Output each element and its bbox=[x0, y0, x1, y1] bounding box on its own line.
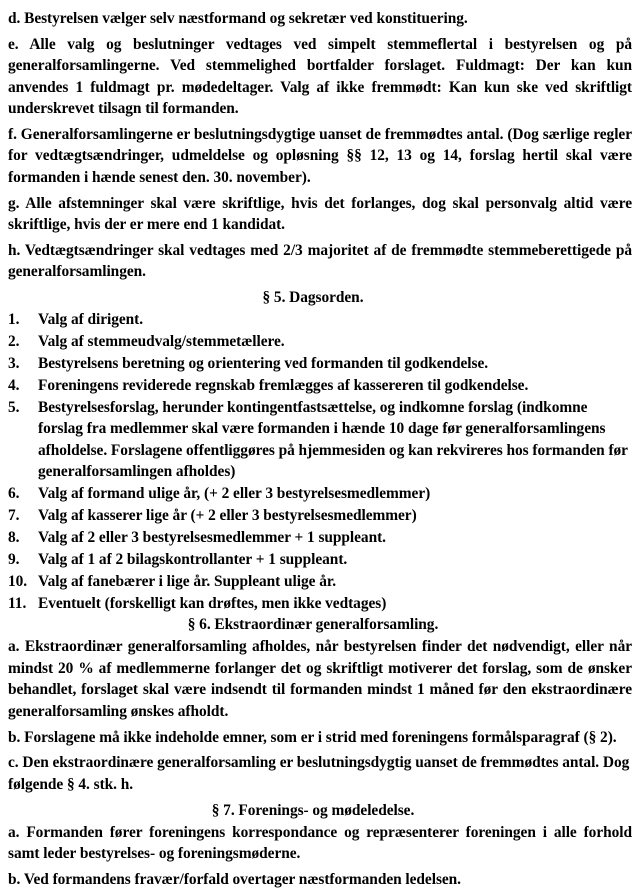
agenda-item-number: 9. bbox=[8, 550, 20, 568]
agenda-item bbox=[8, 331, 632, 352]
s6-clause-b: b. Forslagene må ikke indeholde emner, som er i strid med foreningens formålsparagraf (§ 2). bbox=[8, 728, 617, 746]
s7-clause-a: a. Formanden fører foreningens korrespondance og repræsenterer foreningen i alle forhold samt leder bestyrelses- og foreningsmøderne. bbox=[8, 823, 632, 863]
agenda-item-text: Valg af 1 af 2 bilagskontrollanter + 1 suppleant. bbox=[38, 550, 348, 568]
agenda-item-number: 4. bbox=[8, 377, 20, 394]
agenda-item-text: Eventuelt (forskelligt kan drøftes, men ikke vedtages) bbox=[38, 594, 387, 612]
s6-clause-c: c. Den ekstraordinære generalforsamling er beslutningsdygtig uanset de fremmødtes antal. Dog følgende § 4. stk. h. bbox=[8, 754, 630, 793]
agenda-item-number: 8. bbox=[8, 528, 20, 546]
agenda-item-text: Valg af kasserer lige år (+ 2 eller 3 bestyrelsesmedlemmer) bbox=[38, 506, 417, 524]
agenda-item-number: 6. bbox=[8, 485, 20, 503]
agenda-item-number: 2. bbox=[8, 333, 20, 351]
agenda-item-text: Bestyrelsens beretning og orientering ved formanden til godkendelse. bbox=[38, 355, 489, 373]
agenda-item-text: Foreningens reviderede regnskab fremlægges af kassereren til godkendelse. bbox=[38, 377, 529, 394]
section-heading-5: § 5. Dagsorden. bbox=[262, 289, 364, 307]
s6-clause-a: a. Ekstraordinær generalforsamling afholdes, når bestyrelsen finder det nødvendigt, eller når mindst 20 % af medlemmerne forlanger det og skriftligt motiverer det forslag, som de ønsker behandlet, forslaget skal være indsendt til formanden mindst 1 måned før den ekstraordinære generalforsamling ønskes afholdt. bbox=[8, 638, 632, 720]
agenda-item-text: Valg af fanebærer i lige år. Suppleant ulige år. bbox=[38, 572, 337, 590]
agenda-item-text: Valg af 2 eller 3 bestyrelsesmedlemmer + 1 suppleant. bbox=[38, 528, 386, 546]
agenda-item-text: Valg af dirigent. bbox=[38, 311, 144, 329]
document-body bbox=[8, 8, 632, 890]
agenda-list bbox=[8, 309, 632, 614]
agenda-item bbox=[8, 375, 632, 396]
s7-clause-b: b. Ved formandens fravær/forfald overtager næstformanden ledelsen. bbox=[8, 870, 461, 888]
section-heading-7: § 7. Forenings- og mødeledelse. bbox=[211, 801, 415, 819]
clause-e: e. Alle valg og beslutninger vedtages ved simpelt stemmeflertal i bestyrelsen og på generalforsamlingerne. Ved stemmelighed bortfalder forslaget. Fuldmagt: Der kan kun anvendes 1 fuldmagt pr. mødedeltager. Valg af ikke fremmødt: Kan kun ske ved skriftligt underskrevet tilsagn til formanden. bbox=[8, 35, 632, 118]
agenda-item bbox=[8, 571, 632, 592]
agenda-item bbox=[8, 593, 632, 614]
clause-f: f. Generalforsamlingerne er beslutningsdygtige uanset de fremmødtes antal. (Dog særlige regler for vedtægtsændringer, udmeldelse og opløsning §§ 12, 13 og 14, forslag hertil skal være formanden i hænde senest den. 30. november). bbox=[8, 126, 632, 186]
agenda-item bbox=[8, 505, 632, 526]
clause-h: h. Vedtægtsændringer skal vedtages med 2/3 majoritet af de fremmødte stemmeberettigede på generalforsamlingen. bbox=[8, 242, 632, 281]
agenda-item-number: 1. bbox=[8, 311, 20, 329]
agenda-item-text: Valg af stemmeudvalg/stemmetællere. bbox=[38, 333, 285, 351]
agenda-item bbox=[8, 309, 632, 330]
agenda-item-number: 10. bbox=[8, 572, 28, 590]
agenda-item-number: 5. bbox=[8, 398, 20, 416]
agenda-item-number: 11. bbox=[8, 594, 27, 612]
agenda-item bbox=[8, 353, 632, 374]
agenda-item bbox=[8, 483, 632, 504]
section-heading-6: § 6. Ekstraordinær generalforsamling. bbox=[187, 616, 439, 634]
agenda-item-number: 7. bbox=[8, 506, 20, 524]
agenda-item-text: Bestyrelsesforslag, herunder kontingentfastsættelse, og indkomne forslag (indkomne forslag fra medlemmer skal være formanden i hænde 10 dage før generalforsamlingens afholdelse. Forslagene offentliggøres på hjemmesiden og kan rekvireres hos formanden før generalforsamlingen afholdes) bbox=[38, 398, 628, 481]
agenda-item bbox=[8, 397, 632, 483]
agenda-item bbox=[8, 549, 632, 570]
clause-d: d. Bestyrelsen vælger selv næstformand og sekretær ved konstituering. bbox=[8, 10, 468, 27]
agenda-item-text: Valg af formand ulige år, (+ 2 eller 3 bestyrelsesmedlemmer) bbox=[38, 485, 431, 503]
agenda-item-number: 3. bbox=[8, 355, 20, 373]
agenda-item bbox=[8, 527, 632, 548]
clause-g: g. Alle afstemninger skal være skriftlige, hvis det forlanges, dog skal personvalg altid være skriftlige, hvis der er mere end 1 kandidat. bbox=[8, 194, 632, 234]
